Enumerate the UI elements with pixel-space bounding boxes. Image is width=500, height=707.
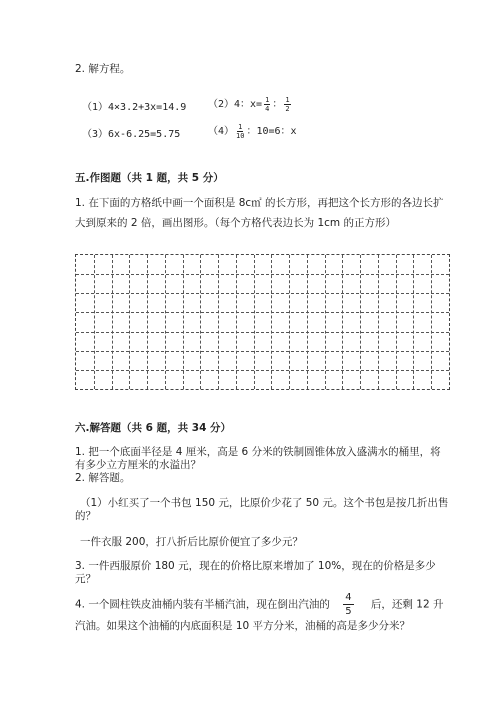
fraction-denominator: 5 <box>345 606 352 617</box>
question-text: 大到原来的 2 倍，画出图形。（每个方格代表边长为 1cm 的正方形） <box>75 217 396 229</box>
fraction-numerator: 4 <box>345 592 352 603</box>
grid-line-horizontal <box>76 370 449 371</box>
equation-4 <box>208 122 297 140</box>
square-grid-paper[interactable] <box>75 254 450 390</box>
equation-4-prefix: （4） <box>208 126 235 137</box>
question-text <box>75 591 443 618</box>
equation-1: （1）4×3.2+3x=14.9 <box>82 102 187 113</box>
ratio-separator: ： <box>272 99 283 110</box>
question-title: 2. 解答题。 <box>75 472 131 484</box>
fraction <box>284 96 290 113</box>
fraction-denominator: 2 <box>285 104 290 113</box>
section-heading: 六.解答题（共 6 题，共 34 分） <box>75 422 232 434</box>
fraction-denominator: 10 <box>236 131 245 140</box>
grid-line-horizontal <box>76 351 449 352</box>
question-text-part: 后，还剩 12 升 <box>370 598 444 611</box>
question-title: 2. 解方程。 <box>75 63 131 75</box>
question-text: 3. 一件西服原价 180 元，现在的价格比原来增加了 10%，现在的价格是多少 <box>75 560 436 572</box>
fraction-denominator: 4 <box>265 104 270 113</box>
question-text: 元？ <box>75 573 96 585</box>
fraction <box>264 96 270 113</box>
grid-line-horizontal <box>76 293 449 294</box>
question-text: 1. 把一个底面半径是 4 厘米，高是 6 分米的铁制圆锥体放入盛满水的桶里，将 <box>75 446 441 458</box>
fraction <box>343 591 353 618</box>
equation-2 <box>208 95 293 113</box>
question-text-part: 4. 一个圆柱铁皮油桶内装有半桶汽油，现在倒出汽油的 <box>75 598 330 611</box>
fraction <box>236 123 244 140</box>
equation-3: （3）6x-6.25=5.75 <box>82 129 181 140</box>
question-text: 1. 在下面的方格纸中画一个面积是 8c㎡ 的长方形，再把这个长方形的各边长扩 <box>75 197 444 209</box>
equation-2-prefix: （2）4：x= <box>208 99 263 110</box>
grid-line-horizontal <box>76 274 449 275</box>
section-heading: 五.作图题（共 1 题，共 5 分） <box>75 172 224 184</box>
question-text: 汽油。如果这个油桶的内底面积是 10 平方分米，油桶的高是多少分米？ <box>75 620 411 632</box>
fraction-numerator: 1 <box>265 95 270 104</box>
fraction-numerator: 1 <box>238 122 243 131</box>
fraction-numerator: 1 <box>285 95 290 104</box>
question-text: （1）小红买了一个书包 150 元，比原价少花了 50 元。这个书包是按几折出售 <box>80 497 449 509</box>
grid-line-horizontal <box>76 312 449 313</box>
grid-line-horizontal <box>76 332 449 333</box>
question-text: 的？ <box>75 510 96 522</box>
question-text: 一件衣服 200，打八折后比原价便宜了多少元？ <box>80 536 303 548</box>
equation-4-suffix: ：10=6：x <box>246 126 297 137</box>
question-text: 有多少立方厘米的水溢出？ <box>75 459 201 471</box>
